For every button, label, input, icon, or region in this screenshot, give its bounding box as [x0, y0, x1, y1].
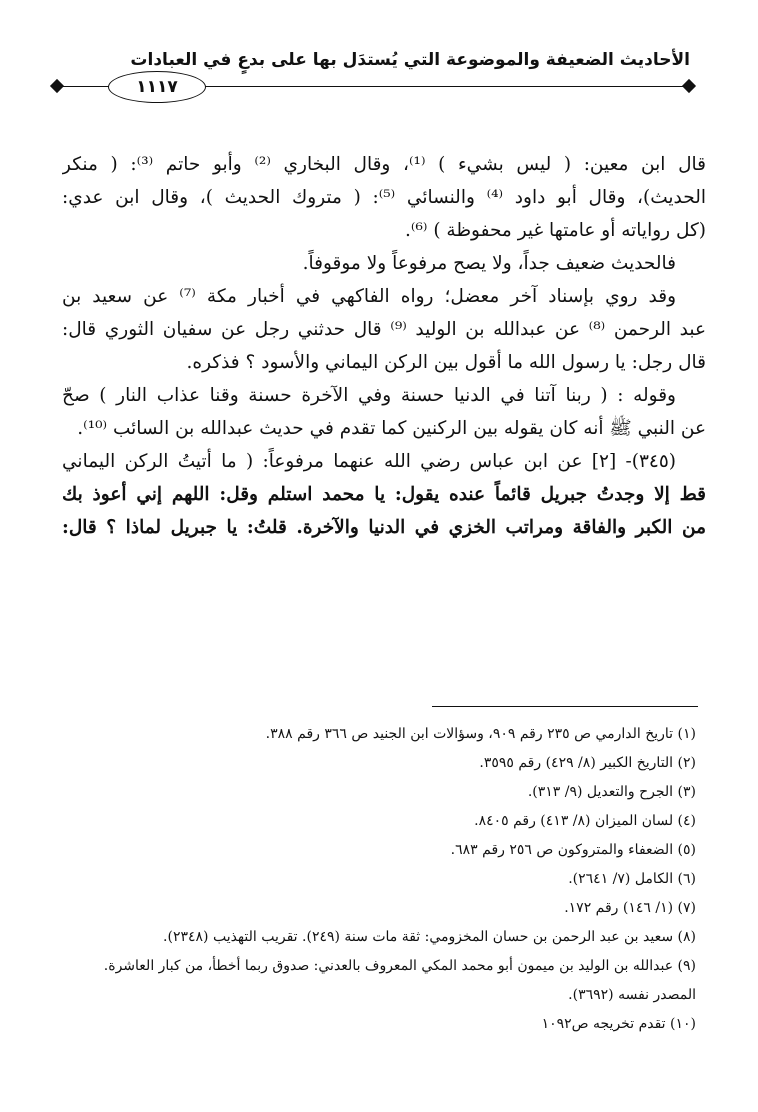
footnote: (٢) التاريخ الكبير (٨/ ٤٢٩) رقم ٣٥٩٥. — [479, 755, 696, 771]
footnotes — [60, 720, 706, 1039]
footnote: (٩) عبدالله بن الوليد بن ميمون أبو محمد المكي المعروف بالعدني: صدوق ربما أخطأ، من كبار العاشرة. — [103, 958, 696, 974]
text-line: فالحديث ضعيف جداً، ولا يصح مرفوعاً ولا موقوفاً. — [302, 253, 676, 274]
footnote: (١٠) تقدم تخريجه ص١٠٩٢ — [541, 1016, 696, 1032]
text-line: عن النبي ﷺ أنه كان يقوله بين الركنين كما تقدم في حديث عبدالله بن السائب ⁽¹⁰⁾. — [77, 418, 706, 439]
text-line: وقوله : ( ربنا آتنا في الدنيا حسنة وفي الآخرة حسنة وقنا عذاب النار ) صحّ — [62, 385, 676, 406]
text-line: (كل رواياته أو عامتها غير محفوظة ) ⁽⁶⁾. — [405, 220, 706, 241]
header-rule-ornament-right — [682, 79, 696, 93]
hadith-line: من الكبر والفاقة ومراتب الخزي في الدنيا والآخرة. قلتُ: يا جبريل لماذا ؟ قال: — [62, 517, 706, 538]
footnote-continuation: المصدر نفسه (٣٦٩٢). — [568, 987, 696, 1003]
text-line: قال ابن معين: ( ليس بشيء ) ⁽¹⁾، وقال البخاري ⁽²⁾ وأبو حاتم ⁽³⁾: ( منكر — [62, 154, 706, 175]
text-line: وقد روي بإسناد آخر معضل؛ رواه الفاكهي في أخبار مكة ⁽⁷⁾ عن سعيد بن — [62, 286, 676, 307]
footnote-separator — [432, 706, 698, 707]
header-rule-ornament-left — [50, 79, 64, 93]
footnote: (٧) (١/ ١٤٦) رقم ١٧٢. — [564, 900, 696, 916]
page-number: ١١١٧ — [108, 71, 206, 103]
footnote: (٣) الجرح والتعديل (٩/ ٣١٣). — [527, 784, 696, 800]
footnote: (٨) سعيد بن عبد الرحمن بن حسان المخزومي: ثقة مات سنة (٢٤٩). تقريب التهذيب (٢٣٤٨). — [163, 929, 696, 945]
hadith-line: قط إلا وجدتُ جبريل قائماً عنده يقول: يا محمد استلم وقل: اللهم إني أعوذ بك — [62, 484, 706, 505]
text-line: عبد الرحمن ⁽⁸⁾ عن عبدالله بن الوليد ⁽⁹⁾ قال حدثني رجل عن سفيان الثوري قال: — [62, 319, 706, 340]
text-line: الحديث)، وقال أبو داود ⁽⁴⁾ والنسائي ⁽⁵⁾: ( متروك الحديث )، وقال ابن عدي: — [62, 187, 706, 208]
running-header-title: الأحاديث الضعيفة والموضوعة التي يُستدَل بها على بدعٍ في العبادات — [130, 50, 690, 70]
footnote: (٥) الضعفاء والمتروكون ص ٢٥٦ رقم ٦٨٣. — [450, 842, 696, 858]
footnote: (٦) الكامل (٧/ ٢٦٤١). — [568, 871, 696, 887]
hadith-line: (٣٤٥)- [٢] عن ابن عباس رضي الله عنهما مرفوعاً: ( ما أتيتُ الركن اليماني — [62, 451, 676, 472]
text-line: قال رجل: يا رسول الله ما أقول بين الركن اليماني والأسود ؟ فذكره. — [186, 352, 706, 373]
footnote: (٤) لسان الميزان (٨/ ٤١٣) رقم ٨٤٠٥. — [474, 813, 696, 829]
footnote: (١) تاريخ الدارمي ص ٢٣٥ رقم ٩٠٩، وسؤالات ابن الجنيد ص ٣٦٦ رقم ٣٨٨. — [265, 726, 696, 742]
main-text — [62, 148, 706, 544]
